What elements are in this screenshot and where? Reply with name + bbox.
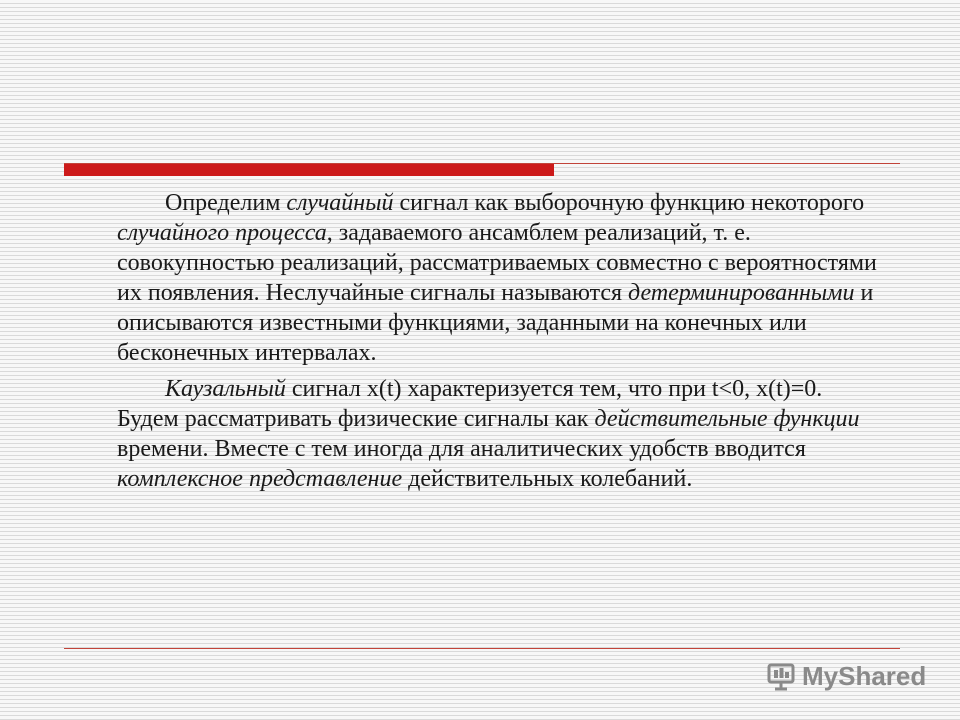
text-segment: и описываются известными функциями, заданными на конечных или бесконечных интервалах. [117,280,874,366]
presentation-board-icon [766,661,796,691]
top-accent-bar [64,164,554,176]
text-segment-italic: комплексное представление [117,466,403,492]
text-segment: действительных колебаний. [402,466,693,492]
text-segment-italic: случайного процесса [117,220,327,246]
text-segment-italic: действительные функции [594,406,860,432]
text-segment-italic: случайный [286,190,394,216]
logo-text: MyShared [802,660,927,691]
paragraph-random-signal [117,188,877,368]
slide-body [117,188,877,500]
text-segment: сигнал как выборочную функцию некоторого [393,190,865,216]
text-segment-italic: Каузальный [165,376,286,402]
text-segment: времени. Вместе с тем иногда для аналитических удобств вводится [117,436,806,462]
bottom-divider-line [64,648,900,649]
text-segment-italic: детерминированными [628,280,855,306]
text-segment: , задаваемого ансамблем реализаций, т. е. совокупностью реализаций, рассматриваемых совместно с вероятностями их появления. Неслучайные сигналы называются [117,220,877,306]
text-segment: Определим [165,190,287,216]
myshared-logo [766,656,926,696]
text-segment: сигнал x(t) характеризуется тем, что при t<0, x(t)=0. Будем рассматривать физические сигналы как [117,376,823,432]
paragraph-causal-signal [117,374,877,494]
